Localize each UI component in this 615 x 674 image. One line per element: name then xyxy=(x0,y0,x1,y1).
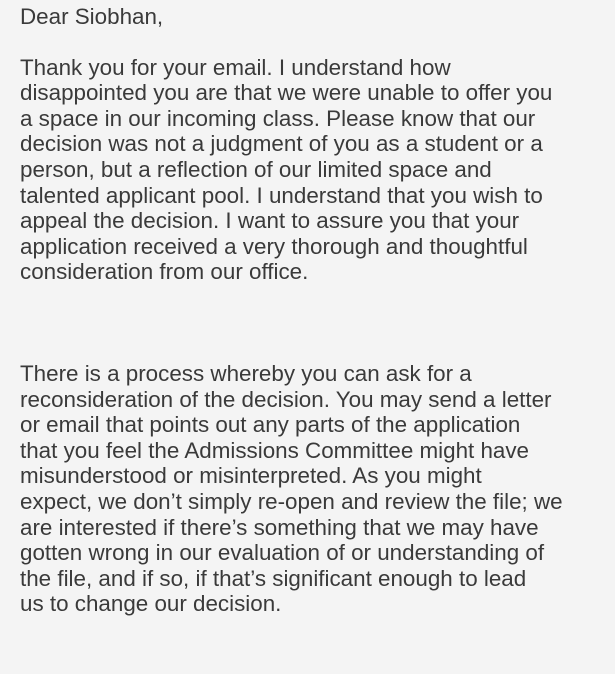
paragraph-line: There is a process whereby you can ask for a xyxy=(20,360,472,386)
paragraph-line: are interested if there’s something that we may have xyxy=(20,514,539,540)
paragraph-line: decision was not a judgment of you as a student or a xyxy=(20,131,543,157)
paragraph-line: expect, we don’t simply re-open and review the file; we xyxy=(20,488,563,514)
paragraph-line: us to change our decision. xyxy=(20,591,282,617)
paragraph-line: a space in our incoming class. Please know that our xyxy=(20,105,536,131)
paragraph-line: the file, and if so, if that’s significant enough to lead xyxy=(20,565,527,591)
paragraph-line: that you feel the Admissions Committee might have xyxy=(20,437,530,463)
paragraph-line: disappointed you are that we were unable to offer you xyxy=(20,80,553,106)
paragraph-line: misunderstood or misinterpreted. As you might xyxy=(20,463,482,489)
paragraph-line: appeal the decision. I want to assure you that your xyxy=(20,208,520,234)
email-paragraph-2 xyxy=(20,361,605,617)
paragraph-line: Thank you for your email. I understand how xyxy=(20,54,451,80)
paragraph-line: talented applicant pool. I understand that you wish to xyxy=(20,182,543,208)
paragraph-line: reconsideration of the decision. You may send a letter xyxy=(20,386,552,412)
paragraph-line: application received a very thorough and thoughtful xyxy=(20,233,528,259)
paragraph-line: or email that points out any parts of the application xyxy=(20,412,521,438)
paragraph-line: gotten wrong in our evaluation of or understanding of xyxy=(20,540,545,566)
email-greeting: Dear Siobhan, xyxy=(20,4,164,29)
paragraph-line: consideration from our office. xyxy=(20,259,309,285)
email-paragraph-1 xyxy=(20,55,605,285)
paragraph-line: person, but a reflection of our limited space and xyxy=(20,156,492,182)
